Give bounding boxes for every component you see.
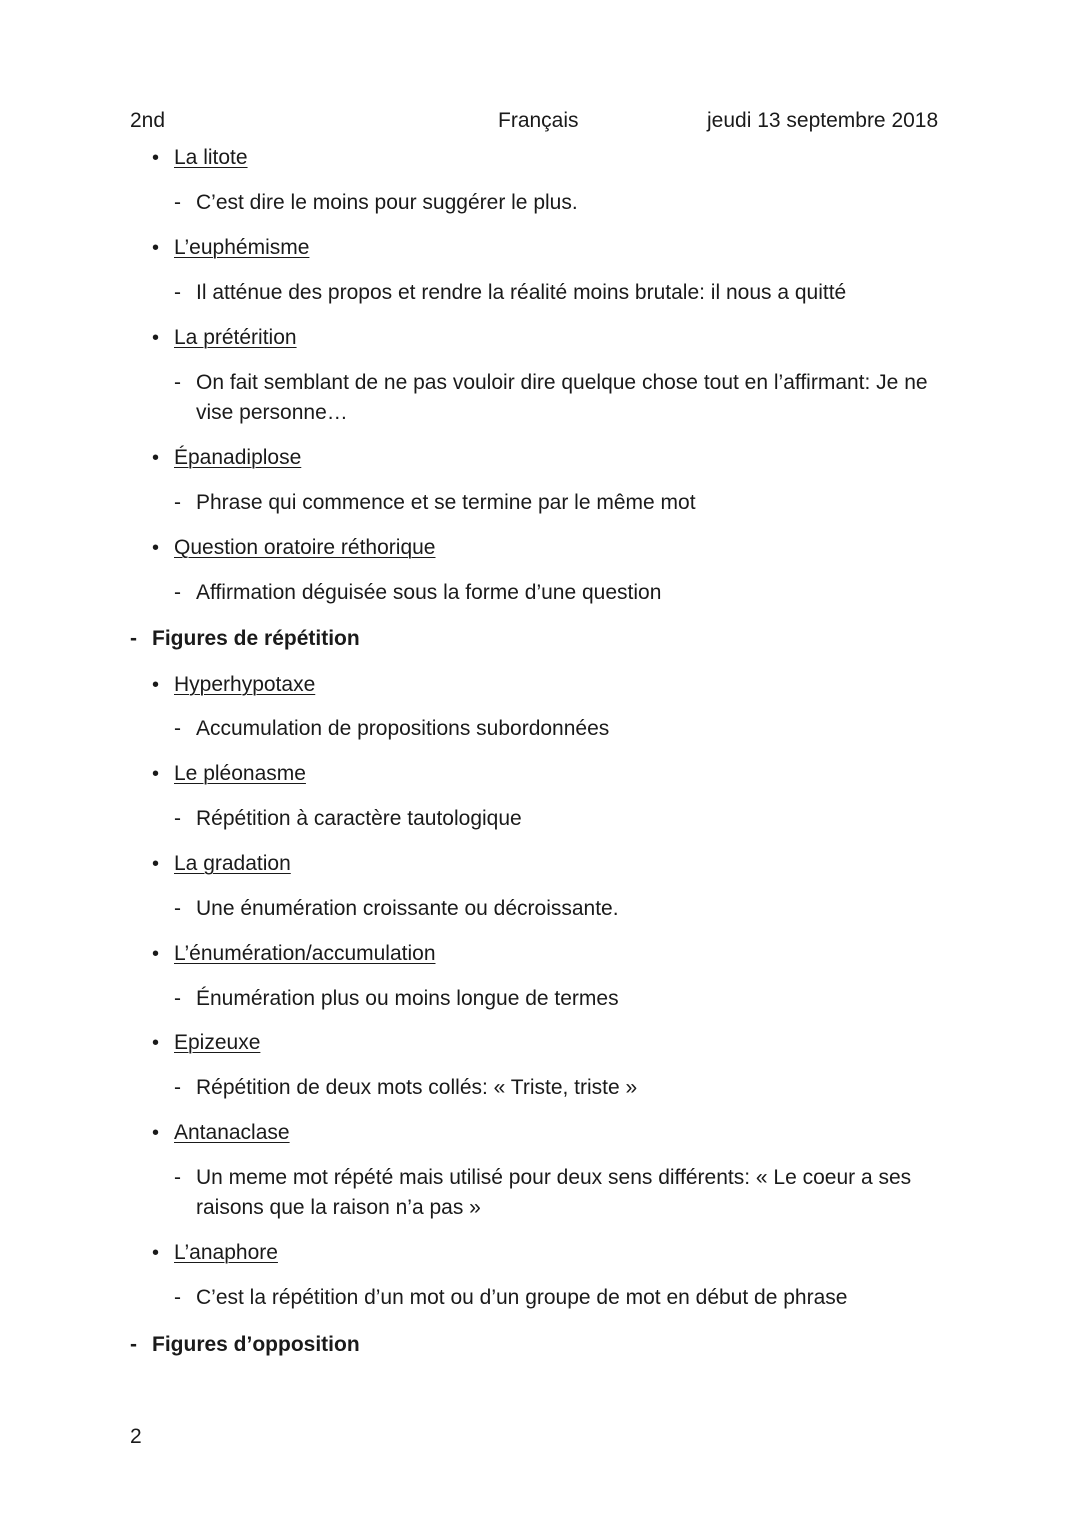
dash-icon: -: [174, 1076, 181, 1099]
dash-icon: -: [174, 581, 181, 604]
dash-icon: -: [174, 807, 181, 830]
description-text: Répétition de deux mots collés: « Triste, triste »: [196, 1076, 638, 1099]
bullet-icon: •: [152, 537, 160, 559]
description-text: Un meme mot répété mais utilisé pour deux sens différents: « Le coeur a ses raisons que la raison n’a pas »: [196, 1166, 912, 1219]
header-date: jeudi 13 septembre 2018: [707, 109, 939, 132]
description-text: Accumulation de propositions subordonnées: [196, 717, 610, 740]
description-text: C’est dire le moins pour suggérer le plus.: [196, 191, 578, 214]
bullet-icon: •: [152, 853, 160, 875]
term-label: L’énumération/accumulation: [174, 942, 436, 965]
page-number: 2: [130, 1425, 142, 1448]
bullet-icon: •: [152, 763, 160, 785]
description-text: Une énumération croissante ou décroissante.: [196, 897, 619, 920]
term-label: La prétérition: [174, 326, 297, 349]
bullet-icon: •: [152, 1122, 160, 1144]
dash-icon: -: [174, 371, 181, 394]
bullet-icon: •: [152, 237, 160, 259]
term-label: Hyperhypotaxe: [174, 673, 316, 696]
bullet-icon: •: [152, 1242, 160, 1264]
section-dash-icon: -: [130, 627, 137, 650]
bullet-icon: •: [152, 327, 160, 349]
bullet-icon: •: [152, 447, 160, 469]
dash-icon: -: [174, 717, 181, 740]
description-text: Affirmation déguisée sous la forme d’une question: [196, 581, 662, 604]
bullet-icon: •: [152, 943, 160, 965]
term-label: Le pléonasme: [174, 762, 306, 785]
term-label: L’euphémisme: [174, 236, 310, 259]
dash-icon: -: [174, 897, 181, 920]
description-text: Énumération plus ou moins longue de termes: [196, 987, 619, 1010]
header-subject: Français: [498, 109, 579, 132]
description-text: On fait semblant de ne pas vouloir dire quelque chose tout en l’affirmant: Je ne vise personne…: [196, 371, 928, 424]
section-title: Figures de répétition: [152, 627, 360, 650]
bullet-icon: •: [152, 674, 160, 696]
dash-icon: -: [174, 491, 181, 514]
header-class-label: 2nd: [130, 109, 166, 132]
dash-icon: -: [174, 1166, 181, 1189]
description-text: Phrase qui commence et se termine par le même mot: [196, 491, 696, 514]
dash-icon: -: [174, 987, 181, 1010]
term-label: L’anaphore: [174, 1241, 278, 1264]
section-dash-icon: -: [130, 1333, 137, 1356]
term-label: Épanadiplose: [174, 446, 302, 469]
term-label: Antanaclase: [174, 1121, 290, 1144]
term-label: Question oratoire réthorique: [174, 536, 436, 559]
dash-icon: -: [174, 191, 181, 214]
bullet-icon: •: [152, 1032, 160, 1054]
term-label: Epizeuxe: [174, 1031, 261, 1054]
term-label: La gradation: [174, 852, 291, 875]
term-label: La litote: [174, 146, 248, 169]
description-text: Répétition à caractère tautologique: [196, 807, 522, 830]
bullet-icon: •: [152, 147, 160, 169]
description-text: C’est la répétition d’un mot ou d’un groupe de mot en début de phrase: [196, 1286, 848, 1309]
dash-icon: -: [174, 281, 181, 304]
dash-icon: -: [174, 1286, 181, 1309]
description-text: Il atténue des propos et rendre la réalité moins brutale: il nous a quitté: [196, 281, 847, 304]
section-title: Figures d’opposition: [152, 1333, 360, 1356]
